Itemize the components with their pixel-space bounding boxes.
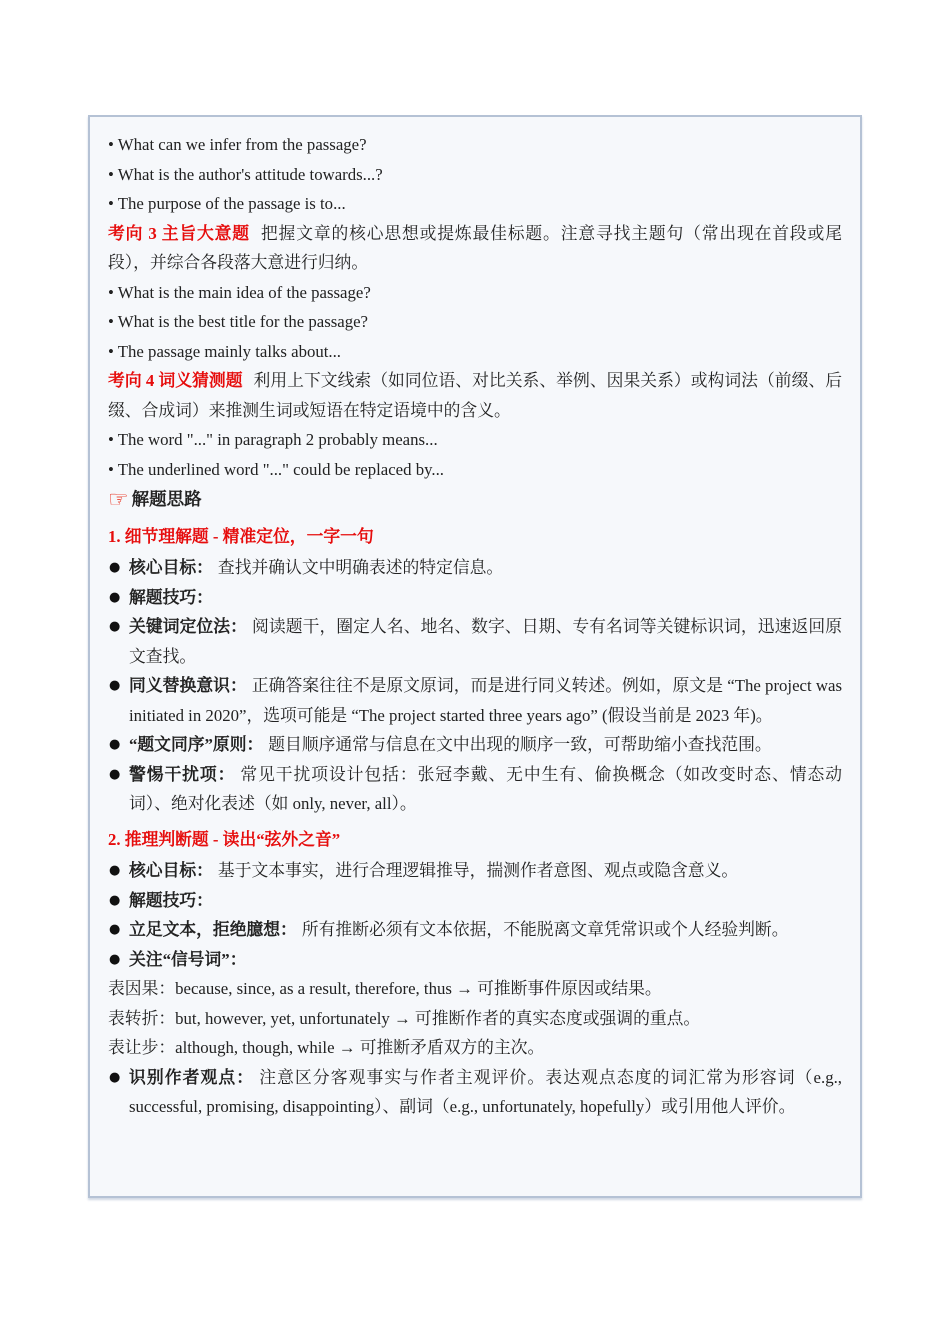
signal-word-line: 表转折：but, however, yet, unfortunately → 可推断作者的真实态度或强调的重点。 [108, 1008, 701, 1028]
question-stem-line: • The underlined word "..." could be replaced by... [108, 459, 444, 479]
strategy-text: 正确答案往往不是原文原词，而是进行同义转述。例如，原文是 “The project was initiated in 2020”，选项可能是 “The project started three years ago” (假设当前是 2023 年)。 [129, 676, 842, 725]
bullet-dot-icon: ● [109, 922, 121, 937]
solution-approach-heading [108, 485, 842, 516]
strategy-text: 题目顺序通常与信息在文中出现的顺序一致，可帮助缩小查找范围。 [268, 735, 772, 754]
strategy-label: 核心目标： [129, 861, 213, 880]
exam-direction-text: 把握文章的核心思想或提炼最佳标题。注意寻找主题句（常出现在首段或尾段），并综合各段落大意进行归纳。 [108, 223, 842, 272]
strategy-bullet-item [108, 1063, 842, 1122]
question-stem-line: • The passage mainly talks about... [108, 341, 341, 361]
question-stem-line: • The purpose of the passage is to... [108, 194, 346, 213]
strategy-label: 立足文本，拒绝臆想： [129, 920, 297, 939]
strategy-bullet-item [108, 856, 842, 886]
question-stem-line: • What is the best title for the passage? [108, 312, 369, 331]
strategy-bullet-item [108, 583, 842, 613]
pointing-hand-icon: ☞ [108, 487, 129, 513]
signal-word-line: 表因果：because, since, as a result, therefore, thus → 可推断事件原因或结果。 [108, 979, 662, 998]
solution-approach-title: 解题思路 [131, 489, 202, 509]
question-stem-line: • What can we infer from the passage? [108, 135, 367, 154]
strategy-text: 阅读题干，圈定人名、地名、数字、日期、专有名词等关键标识词，迅速返回原文查找。 [129, 617, 842, 666]
strategy-bullet-item [108, 612, 842, 671]
bullet-dot-icon: ● [109, 589, 121, 605]
bullet-dot-icon: ● [109, 678, 121, 693]
signal-word-line: 表让步：although, though, while → 可推断矛盾双方的主次。 [108, 1038, 545, 1057]
strategy-bullet-item [108, 886, 842, 916]
strategy-label: 识别作者观点： [129, 1067, 255, 1087]
strategy-label: 解题技巧： [129, 890, 213, 910]
strategy-bullet-item [108, 915, 842, 945]
strategy-bullet-item [108, 760, 842, 819]
strategy-label: 关键词定位法： [129, 617, 248, 636]
strategy-label: “题文同序”原则： [129, 735, 264, 754]
question-type-heading: 2. 推理判断题 - 读出“弦外之音” [108, 829, 341, 849]
bullet-dot-icon: ● [109, 737, 121, 752]
strategy-label: 同义替换意识： [129, 676, 247, 695]
strategy-bullet-item [108, 671, 842, 730]
bullet-dot-icon: ● [109, 892, 121, 908]
bullet-dot-icon: ● [109, 951, 121, 967]
strategy-bullet-item [108, 730, 842, 760]
question-stem-line: • What is the main idea of the passage? [108, 282, 371, 302]
document-content [108, 130, 842, 1122]
strategy-text: 注意区分客观事实与作者主观评价。表达观点态度的词汇常为形容词（e.g., successful, promising, disappointing）、副词（e.g., unfortunately, hopefully）或引用他人评价。 [129, 1067, 842, 1116]
strategy-label: 警惕干扰项： [129, 764, 236, 784]
strategy-text: 查找并确认文中明确表述的特定信息。 [217, 558, 504, 577]
exam-direction-label: 考向 4 词义猜测题 [108, 371, 243, 390]
strategy-label: 解题技巧： [129, 587, 213, 607]
exam-direction-paragraph [108, 366, 842, 425]
exam-direction-paragraph [108, 219, 842, 278]
exam-direction-text: 利用上下文线索（如同位语、对比关系、举例、因果关系）或构词法（前缀、后缀、合成词）来推测生词或短语在特定语境中的含义。 [108, 371, 842, 420]
strategy-text: 常见干扰项设计包括：张冠李戴、无中生有、偷换概念（如改变时态、情态动词）、绝对化表述（如 only, never, all）。 [129, 764, 842, 813]
strategy-text: 所有推断必须有文本依据，不能脱离文章凭常识或个人经验判断。 [301, 920, 789, 939]
bullet-dot-icon: ● [109, 863, 121, 878]
strategy-bullet-item [108, 553, 842, 583]
strategy-label: 核心目标： [129, 558, 213, 577]
question-stem-line: • The word "..." in paragraph 2 probably means... [108, 430, 438, 449]
strategy-text: 基于文本事实，进行合理逻辑推导，揣测作者意图、观点或隐含意义。 [217, 861, 739, 880]
bullet-dot-icon: ● [109, 766, 121, 782]
bullet-dot-icon: ● [109, 1069, 121, 1085]
question-type-heading: 1. 细节理解题 - 精准定位，一字一句 [108, 526, 374, 546]
strategy-bullet-item [108, 945, 842, 975]
exam-direction-label: 考向 3 主旨大意题 [108, 223, 250, 243]
strategy-label: 关注“信号词”： [129, 949, 247, 969]
bullet-dot-icon: ● [109, 560, 121, 575]
document-panel [88, 115, 862, 1198]
bullet-dot-icon: ● [109, 619, 121, 634]
question-stem-line: • What is the author's attitude towards...? [108, 164, 383, 184]
